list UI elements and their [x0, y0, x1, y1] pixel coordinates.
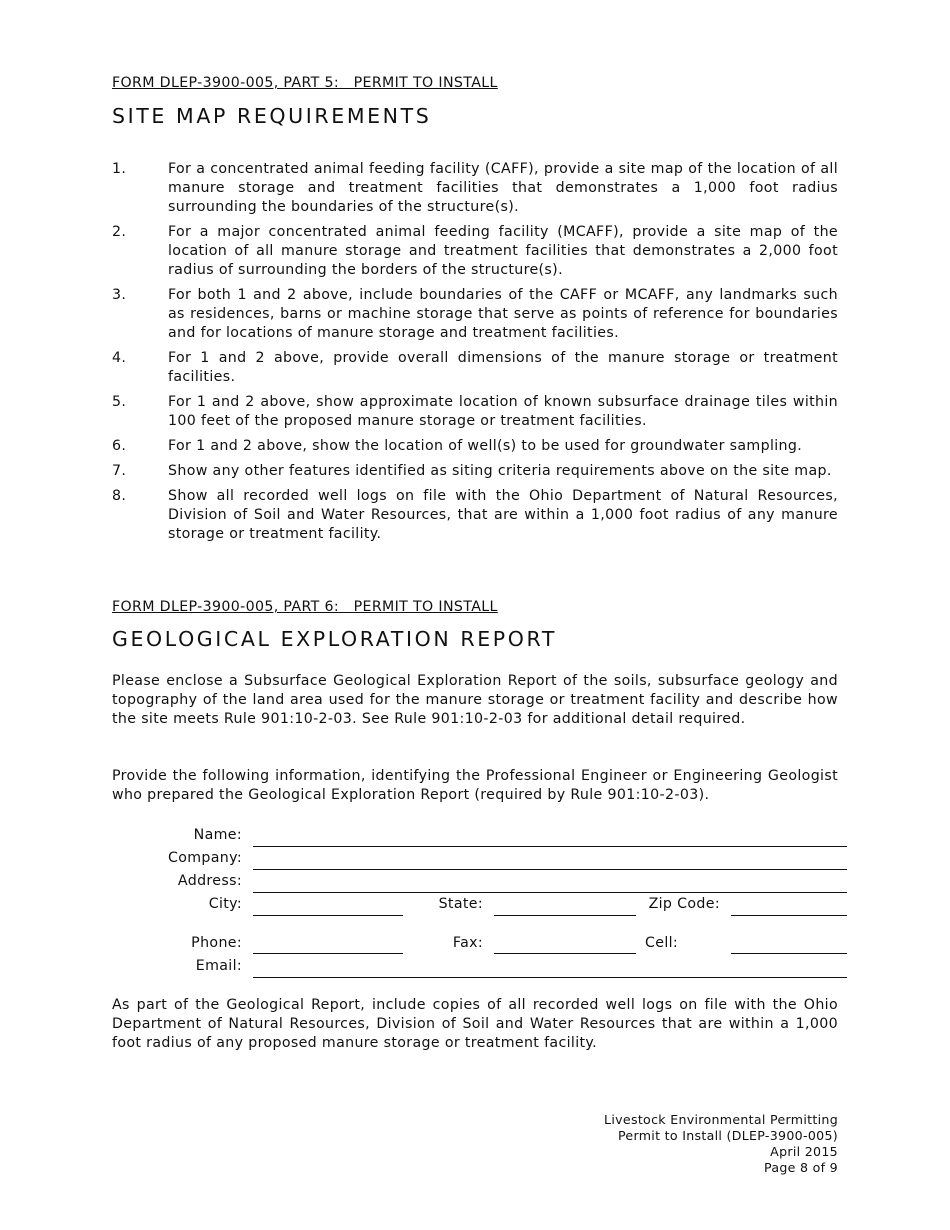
address-field[interactable] [253, 892, 847, 893]
list-item-text: For both 1 and 2 above, include boundaries of the CAFF or MCAFF, any landmarks such as residences, barns or machine storage that serve as points of reference for boundaries and for locations of manure storage and treatment facilities. [168, 287, 838, 341]
list-item-text: For a major concentrated animal feeding facility (MCAFF), provide a site map of the location of all manure storage and treatment facilities that demonstrates a 2,000 foot radius of surrounding the borders of the structure(s). [168, 224, 838, 278]
fax-field[interactable] [494, 953, 636, 954]
list-item [112, 393, 838, 431]
list-item-text: Show all recorded well logs on file with the Ohio Department of Natural Resources, Division of Soil and Water Resources, that are within a 1,000 foot radius of any manure storage or treatment facility. [168, 488, 838, 542]
list-item-text: For 1 and 2 above, show approximate location of known subsurface drainage tiles within 100 feet of the proposed manure storage or treatment facilities. [168, 394, 838, 429]
name-field[interactable] [253, 846, 847, 847]
list-item-number: 2. [112, 224, 127, 240]
phone-label: Phone: [191, 935, 242, 951]
list-item-text: For 1 and 2 above, provide overall dimensions of the manure storage or treatment facilities. [168, 350, 838, 385]
part5-title: SITE MAP REQUIREMENTS [112, 104, 432, 128]
footer-form-id: Permit to Install (DLEP-3900-005) [617, 1128, 838, 1143]
list-item-number: 6. [112, 438, 127, 454]
list-item-number: 3. [112, 287, 127, 303]
city-field[interactable] [253, 915, 403, 916]
zip-code-field[interactable] [731, 915, 847, 916]
state-field[interactable] [494, 915, 636, 916]
site-map-requirements-list [112, 160, 838, 550]
state-label: State: [438, 896, 483, 912]
company-field[interactable] [253, 869, 847, 870]
list-item [112, 160, 838, 217]
list-item-text: For a concentrated animal feeding facility (CAFF), provide a site map of the location of all manure storage and treatment facilities that demonstrates a 1,000 foot radius surrounding the boundaries of the structure(s). [168, 161, 838, 215]
list-item-number: 8. [112, 488, 127, 504]
footer-date: April 2015 [770, 1144, 838, 1159]
list-item [112, 286, 838, 343]
address-label: Address: [177, 873, 242, 889]
cell-field[interactable] [731, 953, 847, 954]
list-item-text: Show any other features identified as siting criteria requirements above on the site map. [168, 463, 832, 479]
list-item-number: 7. [112, 463, 127, 479]
page-number: Page 8 of 9 [764, 1160, 838, 1175]
cell-label: Cell: [645, 935, 679, 951]
list-item [112, 349, 838, 387]
company-label: Company: [167, 850, 242, 866]
zip-code-label: Zip Code: [648, 896, 720, 912]
list-item-number: 4. [112, 350, 127, 366]
list-item-text: For 1 and 2 above, show the location of well(s) to be used for groundwater sampling. [168, 438, 803, 454]
list-item [112, 223, 838, 280]
list-item [112, 437, 838, 456]
list-item-number: 1. [112, 161, 127, 177]
name-label: Name: [193, 827, 242, 843]
well-logs-instructions: As part of the Geological Report, include copies of all recorded well logs on file with the Ohio Department of Natural Resources, Division of Soil and Water Resources that are within a 1,000 foot radius of any proposed manure storage or treatment facility. [112, 997, 838, 1051]
engineer-info-instructions: Provide the following information, identifying the Professional Engineer or Engineering Geologist who prepared the Geological Exploration Report (required by Rule 901:10-2-03). [112, 768, 838, 803]
list-item [112, 462, 838, 481]
part5-form-label: FORM DLEP-3900-005, PART 5: PERMIT TO INSTALL [112, 75, 498, 91]
part6-title: GEOLOGICAL EXPLORATION REPORT [112, 627, 557, 651]
email-label: Email: [195, 958, 242, 974]
fax-label: Fax: [452, 935, 483, 951]
page-footer [604, 1112, 838, 1176]
city-label: City: [208, 896, 242, 912]
email-field[interactable] [253, 977, 847, 978]
geological-report-instructions: Please enclose a Subsurface Geological Exploration Report of the soils, subsurface geology and topography of the land area used for the manure storage or treatment facility and describe how the site meets Rule 901:10-2-03. See Rule 901:10-2-03 for additional detail required. [112, 673, 838, 727]
phone-field[interactable] [253, 953, 403, 954]
list-item-number: 5. [112, 394, 127, 410]
list-item [112, 487, 838, 544]
footer-program: Livestock Environmental Permitting [604, 1112, 838, 1127]
part6-form-label: FORM DLEP-3900-005, PART 6: PERMIT TO INSTALL [112, 599, 498, 615]
